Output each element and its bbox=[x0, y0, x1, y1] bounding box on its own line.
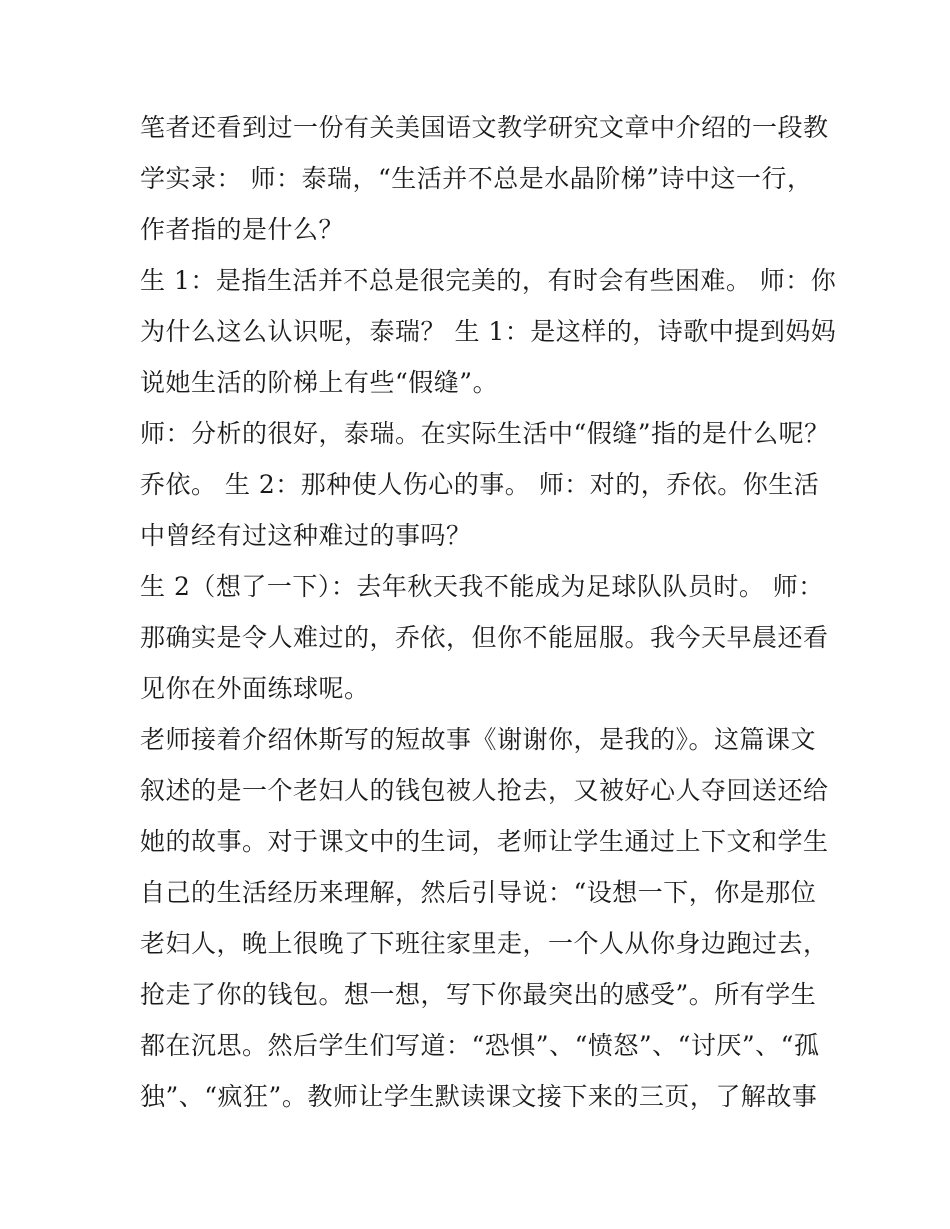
text-line: 作者指的是什么？ bbox=[140, 215, 345, 244]
text-line: 师：分析的很好，泰瑞。在实际生活中“假缝”指的是什么呢？ bbox=[140, 419, 830, 448]
text-line: 生 1：是指生活并不总是很完美的，有时会有些困难。 师：你 bbox=[140, 266, 837, 295]
text-line: 独”、“疯狂”。教师让学生默读课文接下来的三页，了解故事 bbox=[140, 1082, 818, 1111]
text-line: 她的故事。对于课文中的生词，老师让学生通过上下文和学生 bbox=[140, 827, 829, 856]
text-line: 乔依。 生 2：那种使人伤心的事。 师：对的，乔依。你生活 bbox=[140, 470, 820, 499]
text-line: 笔者还看到过一份有关美国语文教学研究文章中介绍的一段教 bbox=[140, 113, 829, 142]
text-line: 中曾经有过这种难过的事吗？ bbox=[140, 521, 472, 550]
text-line: 见你在外面练球呢。 bbox=[140, 674, 370, 703]
text-line: 叙述的是一个老妇人的钱包被人抢去，又被好心人夺回送还给 bbox=[140, 776, 829, 805]
body-text bbox=[140, 102, 837, 1122]
text-line: 抢走了你的钱包。想一想，写下你最突出的感受”。所有学生 bbox=[140, 980, 817, 1009]
text-line: 老师接着介绍休斯写的短故事《谢谢你，是我的》。这篇课文 bbox=[140, 725, 817, 754]
text-line: 自己的生活经历来理解，然后引导说：“设想一下，你是那位 bbox=[140, 878, 817, 907]
text-line: 学实录： 师：泰瑞，“生活并不总是水晶阶梯”诗中这一行， bbox=[140, 164, 813, 193]
text-line: 那确实是令人难过的，乔依，但你不能屈服。我今天早晨还看 bbox=[140, 623, 829, 652]
text-line: 说她生活的阶梯上有些“假缝”。 bbox=[140, 368, 499, 397]
text-line: 老妇人，晚上很晚了下班往家里走，一个人从你身边跑过去， bbox=[140, 929, 829, 958]
text-line: 都在沉思。然后学生们写道：“恐惧”、“愤怒”、“讨厌”、“孤 bbox=[140, 1031, 820, 1060]
text-line: 为什么这么认识呢，泰瑞？ 生 1：是这样的，诗歌中提到妈妈 bbox=[140, 317, 837, 346]
text-line: 生 2（想了一下）：去年秋天我不能成为足球队队员时。 师： bbox=[140, 572, 824, 601]
